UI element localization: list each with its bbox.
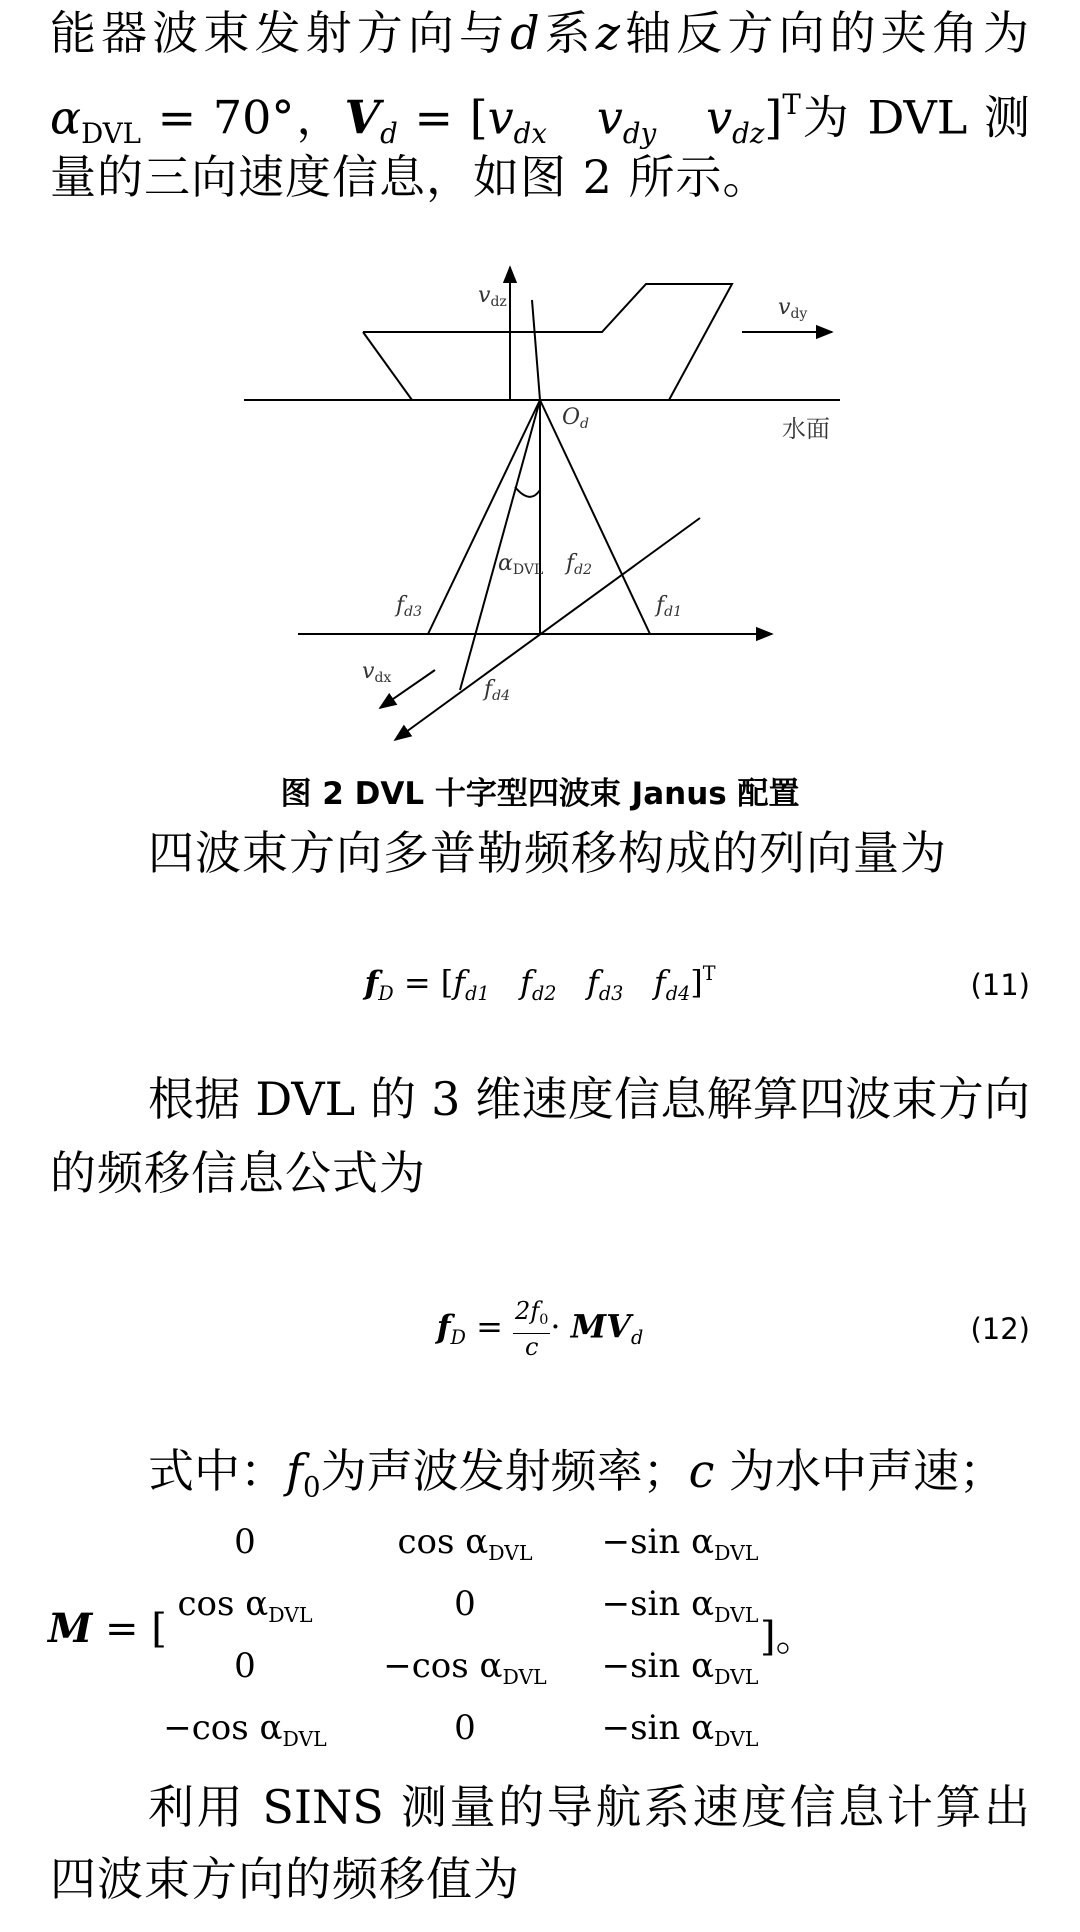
- matrix-cell: 0: [454, 1584, 476, 1624]
- label-water-surface: 水面: [782, 415, 830, 443]
- matrix-cell: −cos $\alpha_{DVL}$: [383, 1646, 547, 1690]
- matrix-cell: −cos $\alpha_{DVL}$: [163, 1708, 327, 1752]
- label-fd1: fd1: [656, 593, 683, 620]
- equation-number: (11): [970, 968, 1030, 1002]
- figure-caption: 图 2 DVL 十字型四波束 Janus 配置: [280, 776, 800, 812]
- paragraph-line: 根据 DVL 的 3 维速度信息解算四波束方向: [148, 1072, 1030, 1126]
- paragraph-line: 的频移信息公式为: [50, 1146, 426, 1200]
- label-fd2: fd2: [566, 551, 593, 578]
- diagonal-axis: [395, 518, 700, 740]
- paragraph-line: 量的三向速度信息，如图 2 所示。: [50, 150, 770, 204]
- beam-fd1: [540, 400, 650, 634]
- matrix-label: M = [: [48, 1605, 167, 1652]
- paragraph-line: 四波束方向的频移值为: [50, 1852, 520, 1906]
- matrix-close: ]。: [760, 1614, 816, 1660]
- paragraph-line: $\alpha_{DVL} = 70^\circ$，$V_d = [v_{dx}$ $v_{dy}$ $v_{dz}]^T$为 DVL 测: [50, 88, 1030, 150]
- dvl-janus-diagram: [0, 0, 1080, 780]
- matrix-cell: 0: [454, 1708, 476, 1748]
- paragraph-line: 利用 SINS 测量的导航系速度信息计算出: [148, 1780, 1030, 1834]
- label-vdz: vdz: [478, 283, 507, 310]
- matrix-cell: $\cos \alpha_{DVL}$: [397, 1522, 533, 1566]
- beam-fd4: [460, 400, 540, 690]
- paragraph-line: 四波束方向多普勒频移构成的列向量为: [148, 826, 947, 880]
- matrix-cell: −sin $\alpha_{DVL}$: [601, 1708, 759, 1752]
- matrix-cell: 0: [234, 1646, 256, 1686]
- zenith-line: [532, 300, 540, 400]
- label-fd3: fd3: [396, 593, 423, 620]
- equation-number: (12): [970, 1312, 1030, 1346]
- label-alpha: αDVL: [498, 551, 544, 578]
- label-vdx: vdx: [362, 659, 392, 686]
- label-od: Od: [562, 405, 590, 432]
- ship-hull-left: [363, 332, 412, 400]
- matrix-cell: −sin $\alpha_{DVL}$: [601, 1646, 759, 1690]
- matrix-cell: −sin $\alpha_{DVL}$: [601, 1522, 759, 1566]
- equation-11: $f_D = [f_{d1}$ $f_{d2}$ $f_{d3}$ $f_{d4}]^T$: [364, 962, 716, 1006]
- matrix-cell: 0: [234, 1522, 256, 1562]
- alpha-angle-arc: [515, 487, 540, 497]
- paragraph-line: 式中：$f_0$为声波发射频率；c 为水中声速；: [148, 1444, 1005, 1504]
- beam-fd3: [428, 400, 540, 634]
- matrix-cell: $\cos \alpha_{DVL}$: [177, 1584, 313, 1628]
- label-vdy: vdy: [778, 295, 808, 322]
- equation-12: $f_D$ = $\frac{2f_0}{c}$ · $MV_d$: [436, 1297, 644, 1362]
- ship-hull: [363, 284, 732, 400]
- label-fd4: fd4: [484, 677, 511, 704]
- paragraph-line: 能器波束发射方向与d系z轴反方向的夹角为: [50, 6, 1031, 60]
- matrix-cell: −sin $\alpha_{DVL}$: [601, 1584, 759, 1628]
